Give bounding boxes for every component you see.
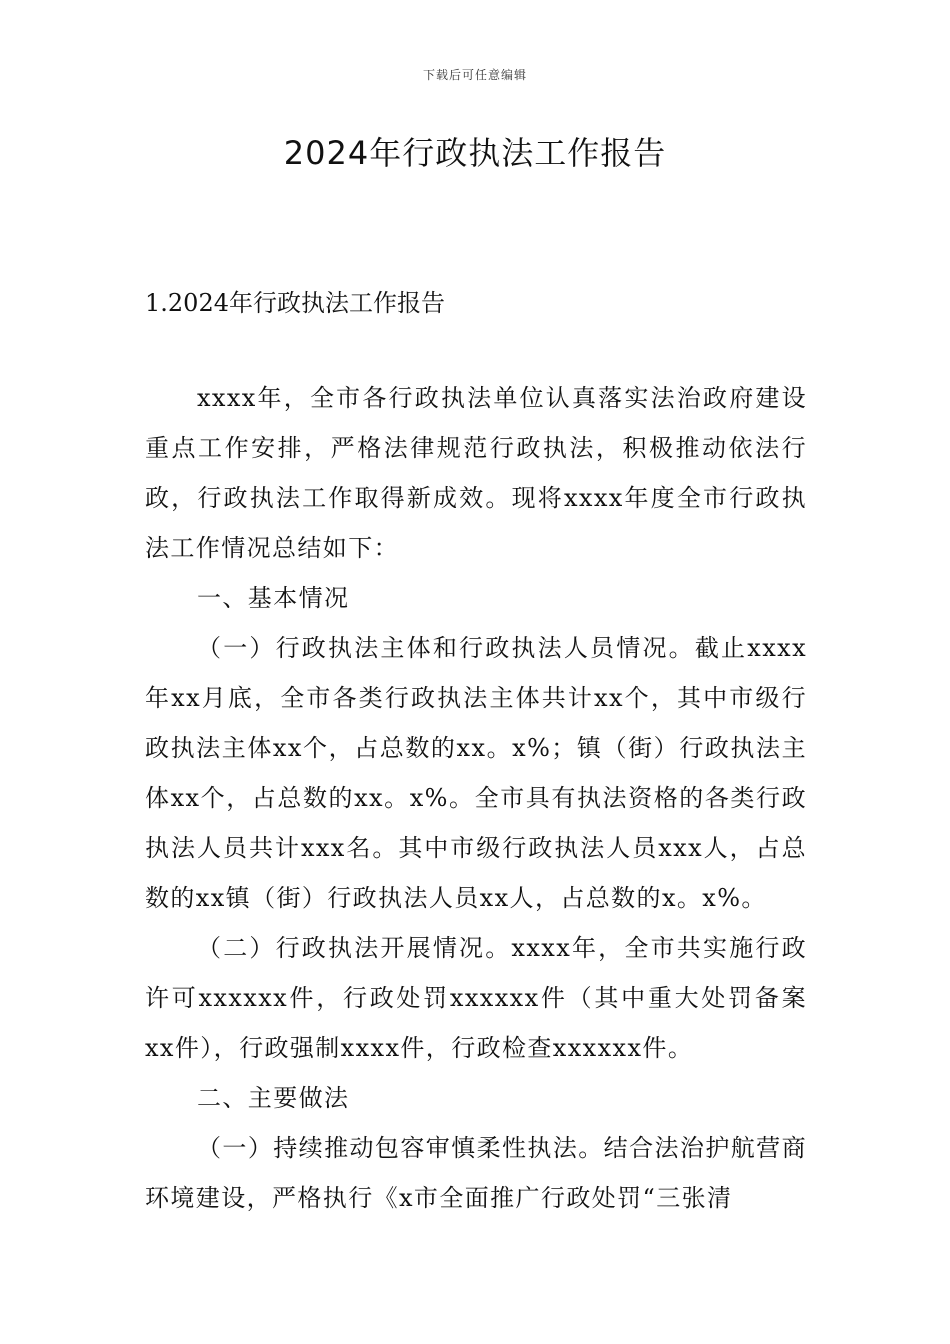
paragraph-enforcement-activity: （二）行政执法开展情况。xxxx年，全市共实施行政许可xxxxxx件，行政处罚xxxxxx件（其中重大处罚备案xx件），行政强制xxxx件，行政检查xxxxxx件。 xyxy=(145,934,807,1062)
paragraph-enforcement-bodies: （一）行政执法主体和行政执法人员情况。截止xxxx年xx月底，全市各类行政执法主体共计xx个，其中市级行政执法主体xx个，占总数的xx。x%；镇（街）行政执法主体xx个，占总数的xx。x%。全市具有执法资格的各类行政执法人员共计xxx名。其中市级行政执法人员xxx人，占总数的xx镇（街）行政执法人员xx人，占总数的x。x%。 xyxy=(145,634,807,912)
intro-paragraph: xxxx年，全市各行政执法单位认真落实法治政府建设重点工作安排，严格法律规范行政执法，积极推动依法行政，行政执法工作取得新成效。现将xxxx年度全市行政执法工作情况总结如下： xyxy=(145,384,807,562)
document-title: 2024年行政执法工作报告 xyxy=(283,134,667,172)
paragraph-flexible-enforcement: （一）持续推动包容审慎柔性执法。结合法治护航营商环境建设，严格执行《x市全面推广行政处罚“三张清 xyxy=(145,1134,807,1212)
section-heading-basic: 一、基本情况 xyxy=(197,584,350,612)
section-heading: 1.2024年行政执法工作报告 xyxy=(145,289,445,317)
header-note: 下载后可任意编辑 xyxy=(422,68,527,82)
document-body xyxy=(145,373,807,1223)
section-heading-practices: 二、主要做法 xyxy=(197,1084,350,1112)
